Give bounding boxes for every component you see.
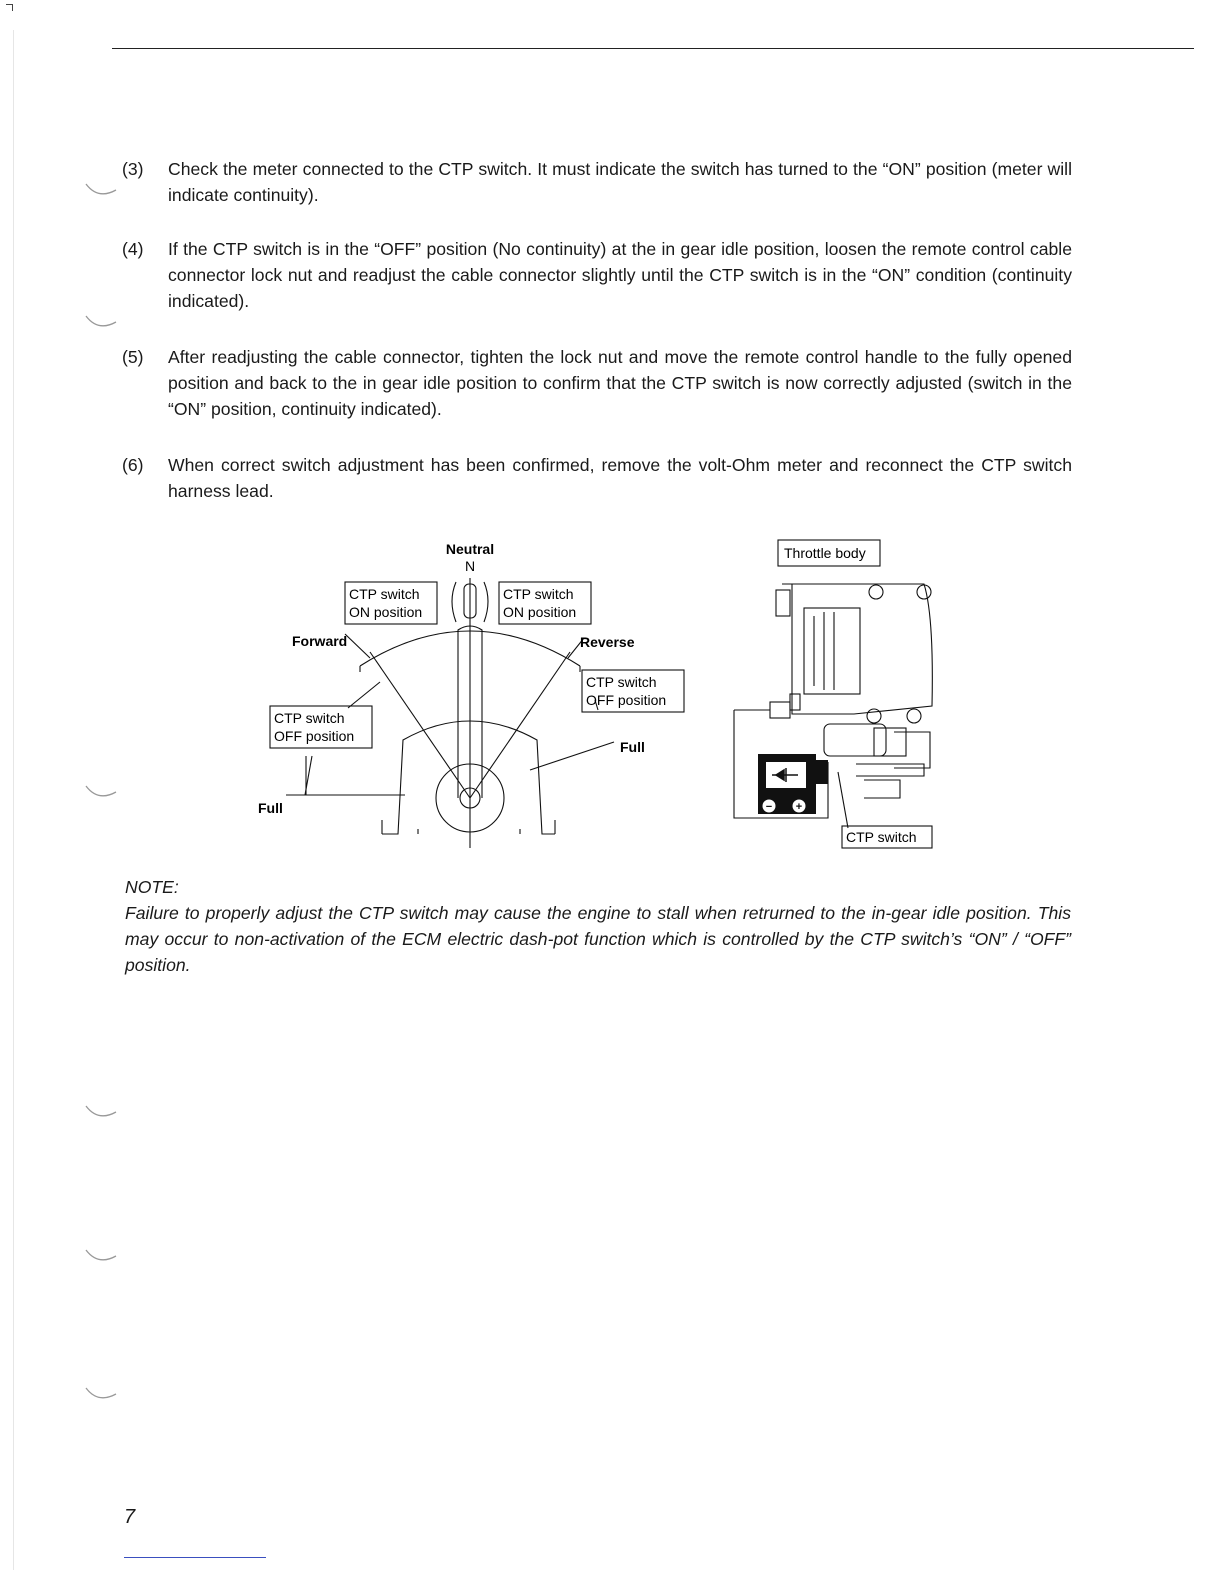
off-left-line1: CTP switch xyxy=(274,710,345,726)
on-left-line1: CTP switch xyxy=(349,586,420,602)
meter-plus-terminal: + xyxy=(795,801,803,813)
note-title: NOTE: xyxy=(125,877,179,897)
off-left-line2: OFF position xyxy=(274,728,355,744)
header-rule xyxy=(112,48,1194,49)
full-forward-label: Full xyxy=(258,800,283,816)
binder-hole-mark xyxy=(82,180,122,202)
throttle-body-diagram xyxy=(724,536,944,852)
throttle-body-label: Throttle body xyxy=(784,545,866,561)
meter-minus-terminal: − xyxy=(765,801,773,813)
neutral-label: Neutral xyxy=(445,541,495,557)
binder-hole-mark xyxy=(82,1384,122,1406)
off-right-line1: CTP switch xyxy=(586,674,657,690)
on-left-line2: ON position xyxy=(349,604,423,620)
page-number: 7 xyxy=(124,1506,136,1528)
binder-hole-mark xyxy=(82,782,122,804)
off-right-line2: OFF position xyxy=(586,692,667,708)
step-number: (3) xyxy=(122,159,144,179)
step-text: If the CTP switch is in the “OFF” position (No continuity) at the in gear idle position, loosen the remote control cable connector lock nut and readjust the cable connector slightly until the CTP switch is in the “ON” condition (continuity indicated). xyxy=(168,239,1072,311)
step-text: Check the meter connected to the CTP switch. It must indicate the switch has turned to the “ON” position (meter will indicate continuity). xyxy=(168,159,1072,205)
on-right-line1: CTP switch xyxy=(503,586,574,602)
n-label: N xyxy=(464,558,476,574)
forward-label: Forward xyxy=(292,633,348,649)
note-block xyxy=(125,874,1071,978)
lever-position-diagram xyxy=(250,530,690,860)
step-text: After readjusting the cable connector, tighten the lock nut and move the remote control handle to the fully opened position and back to the in gear idle position to confirm that the CTP switch is now correctly adjusted (switch in the “ON” position, continuity indicated). xyxy=(168,347,1072,419)
step-number: (6) xyxy=(122,455,144,475)
binder-hole-mark xyxy=(82,1102,122,1124)
binder-hole-mark xyxy=(82,1246,122,1268)
note-body: Failure to properly adjust the CTP switch may cause the engine to stall when retrurned to the in-gear idle position. This may occur to non-activation of the ECM electric dash-pot function which is controlled by the CTP switch’s “ON” / “OFF” position. xyxy=(125,903,1071,975)
step-number: (5) xyxy=(122,347,144,367)
full-reverse-label: Full xyxy=(620,739,645,755)
reverse-label: Reverse xyxy=(580,634,635,650)
page-edge-line xyxy=(13,30,14,1570)
corner-mark xyxy=(6,4,13,11)
step-number: (4) xyxy=(122,239,144,259)
on-right-line2: ON position xyxy=(503,604,577,620)
ctp-switch-label: CTP switch xyxy=(846,829,917,845)
binder-hole-mark xyxy=(82,312,122,334)
footer-rule xyxy=(124,1557,266,1558)
step-text: When correct switch adjustment has been confirmed, remove the volt-Ohm meter and reconnect the CTP switch harness lead. xyxy=(168,455,1072,501)
